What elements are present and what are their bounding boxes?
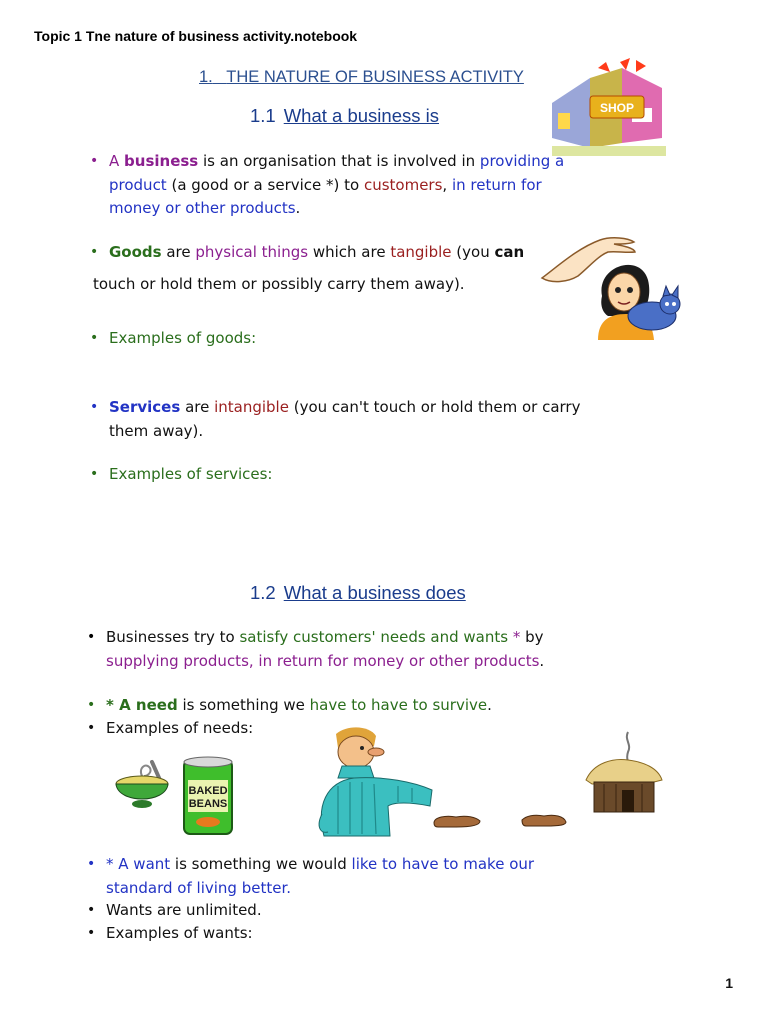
subheading-number: 1.1 [250, 105, 276, 126]
bullet: • [87, 856, 96, 872]
services-definition [90, 396, 581, 443]
bullet: • [87, 720, 96, 736]
text-run: them away). [109, 421, 204, 440]
text-run: * [106, 855, 114, 873]
term-need: A need [113, 696, 178, 714]
bullet: • [90, 153, 99, 169]
bullet: • [87, 629, 96, 645]
text-run: which are [308, 243, 391, 261]
subheading-title: What a business does [283, 582, 466, 603]
beans-label-line2: BEANS [188, 798, 228, 810]
text-run: * [508, 628, 526, 646]
wants-unlimited [87, 899, 262, 923]
text-run: is something we would [170, 855, 352, 873]
text-run: . [487, 696, 492, 714]
text-run: in return for [451, 175, 542, 194]
term-services: Services [109, 398, 181, 416]
bullet: • [87, 925, 96, 941]
text-run: Examples of wants: [106, 924, 253, 942]
text-run: customers [363, 175, 443, 194]
text-run: Examples of services: [109, 465, 273, 483]
text-run: * [106, 696, 114, 714]
text-run: is something we [177, 696, 310, 714]
text-run: A [109, 152, 125, 170]
text-run: supplying products, in return for money or other products [106, 651, 540, 670]
business-does-text [87, 626, 545, 673]
right-shoe-illustration [520, 810, 568, 828]
section-number: 1. [199, 68, 213, 86]
want-definition [87, 853, 535, 900]
text-run: are [161, 243, 196, 261]
examples-of-wants [87, 922, 253, 946]
bullet: • [90, 466, 99, 482]
left-shoe-illustration [432, 811, 482, 829]
shop-sign-text: SHOP [599, 101, 635, 115]
text-run: product [109, 175, 167, 194]
text-run: physical things [195, 243, 309, 261]
goods-definition-continued: touch or hold them or possibly carry them away). [93, 275, 465, 293]
bullet: • [90, 244, 99, 260]
text-run: Businesses try to [106, 628, 240, 646]
subheading-1-2 [250, 582, 466, 604]
term-want: A want [113, 855, 171, 873]
subheading-number: 1.2 [250, 582, 276, 603]
subheading-title: What a business is [283, 105, 439, 126]
text-run: like to have to make our [351, 855, 535, 873]
examples-of-services [90, 463, 273, 487]
need-definition [87, 694, 492, 718]
section-title: THE NATURE OF BUSINESS ACTIVITY [226, 68, 524, 86]
text-run: Examples of needs: [106, 719, 254, 737]
text-run: intangible [214, 398, 289, 416]
business-definition [90, 150, 565, 221]
examples-of-needs [87, 717, 254, 741]
bullet: • [90, 330, 99, 346]
term-goods: Goods [109, 243, 162, 261]
food-bowl-illustration [112, 758, 174, 814]
text-run: money or other products [109, 199, 296, 217]
examples-of-goods [90, 327, 257, 351]
text-run: tangible [390, 243, 452, 261]
text-run: is an organisation that is involved in [198, 152, 480, 170]
page-number: 1 [725, 975, 733, 991]
beans-label-line1: BAKED [188, 785, 228, 797]
text-run: Wants are unlimited. [106, 901, 262, 919]
document-title: Topic 1 Tne nature of business activity.notebook [34, 28, 358, 44]
baked-beans-can-illustration [180, 754, 236, 840]
goods-definition [90, 241, 525, 265]
text-run: (a good or a service *) to [166, 175, 364, 194]
text-run: satisfy customers' needs and wants [239, 628, 509, 646]
text-run: by [525, 628, 544, 646]
subheading-1-1 [250, 105, 439, 127]
shop-illustration [550, 58, 668, 158]
term-business: business [124, 152, 199, 170]
text-run: have to have to survive [309, 696, 488, 714]
bullet: • [90, 399, 99, 415]
text-run: (you can't touch or hold them or carry [288, 398, 581, 416]
text-run: are [180, 398, 215, 416]
section-heading [199, 68, 524, 87]
text-run: (you [451, 243, 495, 261]
bullet: • [87, 902, 96, 918]
text-run: Examples of goods: [109, 329, 257, 347]
text-run: can [494, 243, 525, 261]
hut-illustration [584, 728, 664, 814]
text-run: . [295, 199, 301, 217]
text-run: , [442, 175, 452, 194]
man-in-sweater-illustration [314, 726, 434, 838]
text-run: providing a [479, 152, 565, 170]
text-run: standard of living better. [106, 878, 292, 897]
text-run: . [539, 651, 545, 670]
bullet: • [87, 697, 96, 713]
girl-with-cat-illustration [590, 256, 684, 340]
